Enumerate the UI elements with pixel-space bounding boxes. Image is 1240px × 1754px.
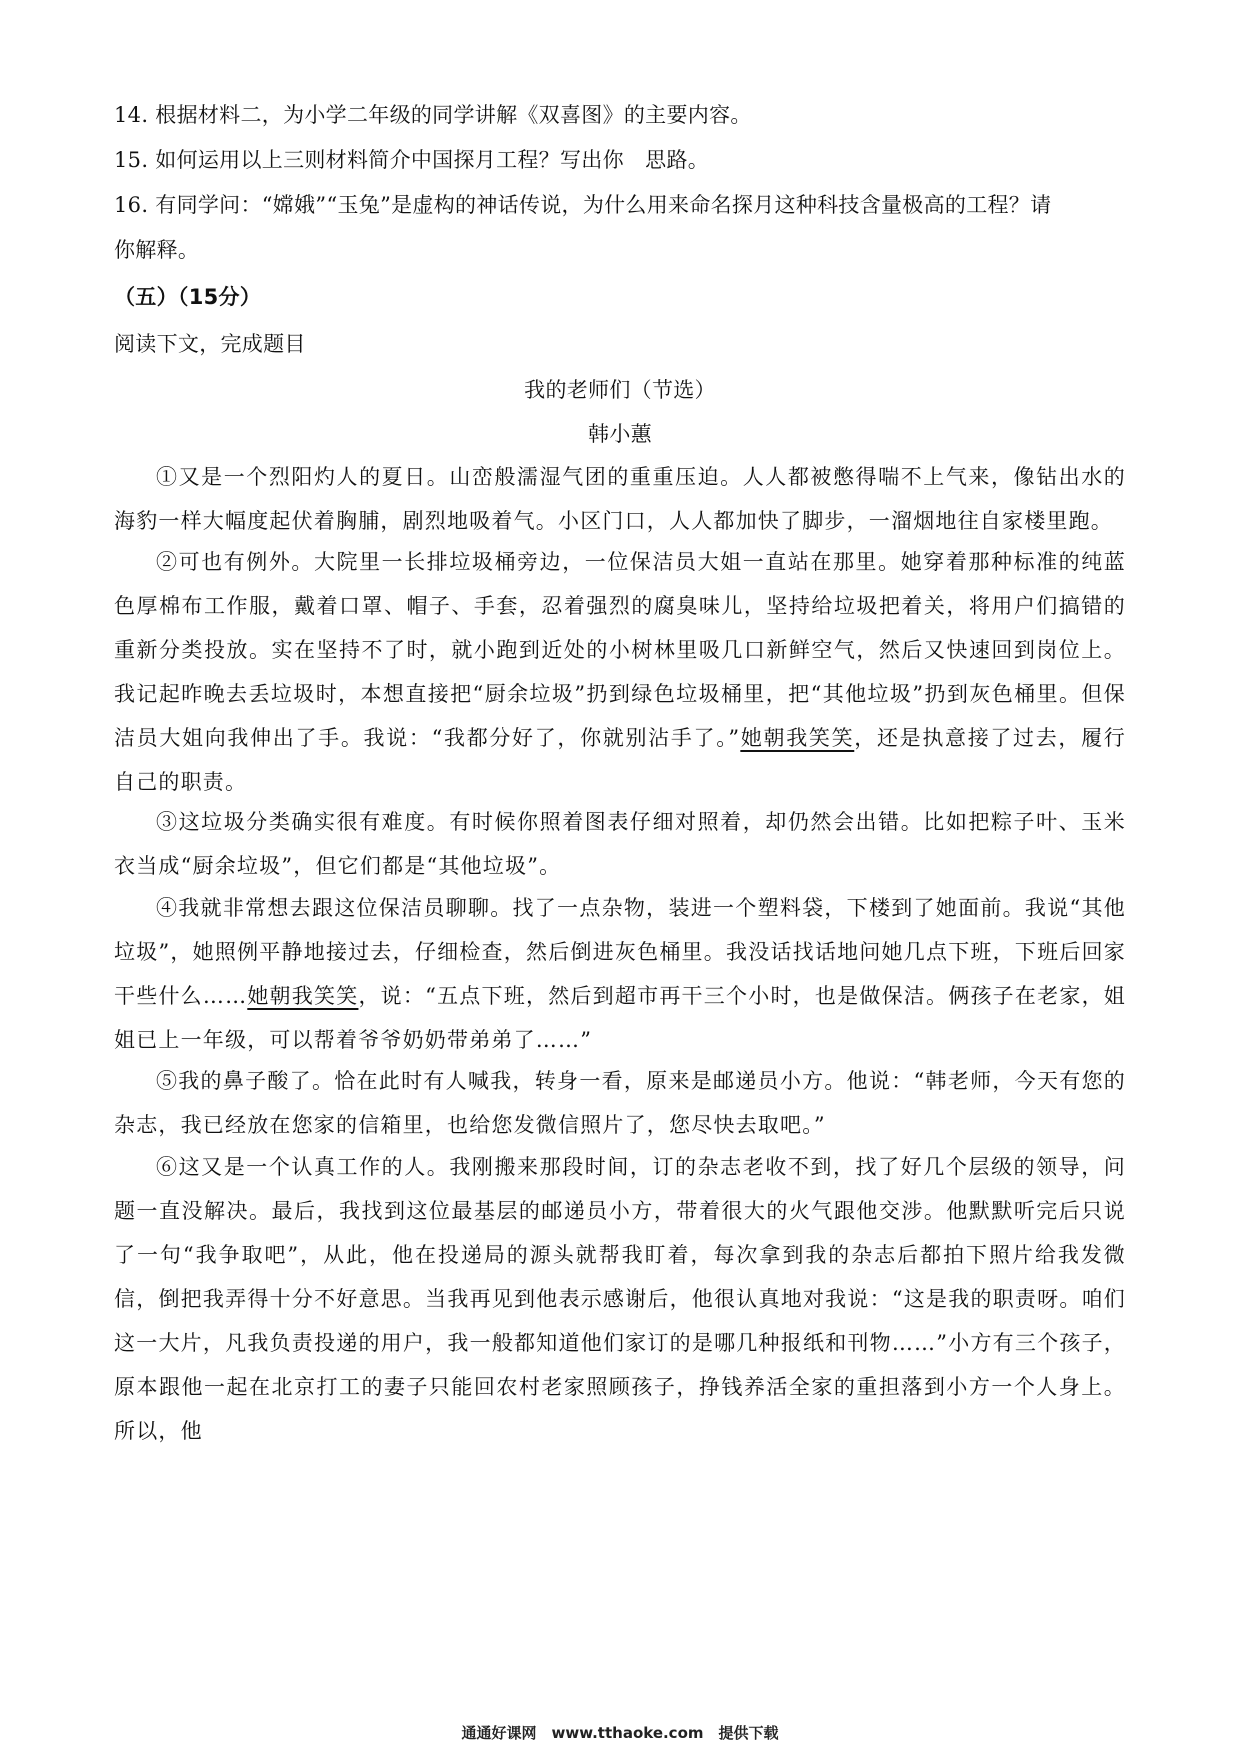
paragraph-6: ⑥这又是一个认真工作的人。我刚搬来那段时间，订的杂志老收不到，找了好几个层级的领导，问题一直没解决。最后，我找到这位最基层的邮递员小方，带着很大的火气跟他交涉。他默默听完后只说了一句“我争取吧”，从此，他在投递局的源头就帮我盯着，每次拿到我的杂志后都拍下照片给我发微信，倒把我弄得十分不好意思。当我再见到他表示感谢后，他很认真地对我说：“这是我的职责呀。咱们这一大片，凡我负责投递的用户，我一般都知道他们家订的是哪几种报纸和刊物……”小方有三个孩子，原本跟他一起在北京打工的妻子只能回农村老家照顾孩子，挣钱养活全家的重担落到小方一个人身上。所以，他 xyxy=(114,1155,1126,1443)
article-author: 韩小蕙 xyxy=(588,422,652,446)
paragraph-5: ⑤我的鼻子酸了。恰在此时有人喊我，转身一看，原来是邮递员小方。他说：“韩老师，今天有您的杂志，我已经放在您家的信箱里，也给您发微信照片了，您尽快去取吧。” xyxy=(114,1069,1126,1137)
underlined-phrase-2: 她朝我笑笑 xyxy=(247,984,359,1008)
page-footer: 通通好课网 www.tthaoke.com 提供下载 xyxy=(461,1724,779,1742)
paragraph-4-text-a: ④我就非常想去跟这位保洁员聊聊。找了一点杂物，装进一个塑料袋，下楼到了她面前。我说“其他垃圾”，她照例平静地接过去，仔细检查，然后倒进灰色桶里。我没话找话地问她几点下班，下班后回家干些什么…… xyxy=(114,896,1126,1008)
article-title: 我的老师们（节选） xyxy=(524,378,716,402)
paragraph-4-text-b: ，说：“五点下班，然后到超市再干三个小时，也是做保洁。俩孩子在老家，姐姐已上一年级，可以帮着爷爷奶奶带弟弟了……” xyxy=(114,984,1127,1052)
question-15: 15. 如何运用以上三则材料简介中国探月工程？写出你 思路。 xyxy=(114,148,710,172)
question-14: 14. 根据材料二，为小学二年级的同学讲解《双喜图》的主要内容。 xyxy=(114,103,752,127)
question-16-line2: 你解释。 xyxy=(114,238,200,262)
paragraph-2 xyxy=(114,540,1126,804)
underlined-phrase-1: 她朝我笑笑 xyxy=(740,726,855,750)
paragraph-4 xyxy=(114,886,1126,1062)
question-16-line1: 16. 有同学问：“嫦娥”“玉兔”是虚构的神话传说，为什么用来命名探月这种科技含量极高的工程？请 xyxy=(114,193,1052,217)
paragraph-1: ①又是一个烈阳灼人的夏日。山峦般濡湿气团的重重压迫。人人都被憋得喘不上气来，像钻出水的海豹一样大幅度起伏着胸脯，剧烈地吸着气。小区门口，人人都加快了脚步，一溜烟地往自家楼里跑。 xyxy=(114,465,1126,533)
paragraph-2-text-b: ，还是执意接了过去，履行自己的职责。 xyxy=(114,726,1126,794)
paragraph-2-text-a: ②可也有例外。大院里一长排垃圾桶旁边，一位保洁员大姐一直站在那里。她穿着那种标准的纯蓝色厚棉布工作服，戴着口罩、帽子、手套，忍着强烈的腐臭味儿，坚持给垃圾把着关，将用户们搞错的重新分类投放。实在坚持不了时，就小跑到近处的小树林里吸几口新鲜空气，然后又快速回到岗位上。我记起昨晚去丢垃圾时，本想直接把“厨余垃圾”扔到绿色垃圾桶里，把“其他垃圾”扔到灰色桶里。但保洁员大姐向我伸出了手。我说：“我都分好了，你就别沾手了。” xyxy=(114,550,1126,750)
section-heading: （五）（15分） xyxy=(114,285,262,309)
paragraph-3: ③这垃圾分类确实很有难度。有时候你照着图表仔细对照着，却仍然会出错。比如把粽子叶、玉米衣当成“厨余垃圾”，但它们都是“其他垃圾”。 xyxy=(114,810,1126,878)
section-instruction: 阅读下文，完成题目 xyxy=(114,332,306,356)
